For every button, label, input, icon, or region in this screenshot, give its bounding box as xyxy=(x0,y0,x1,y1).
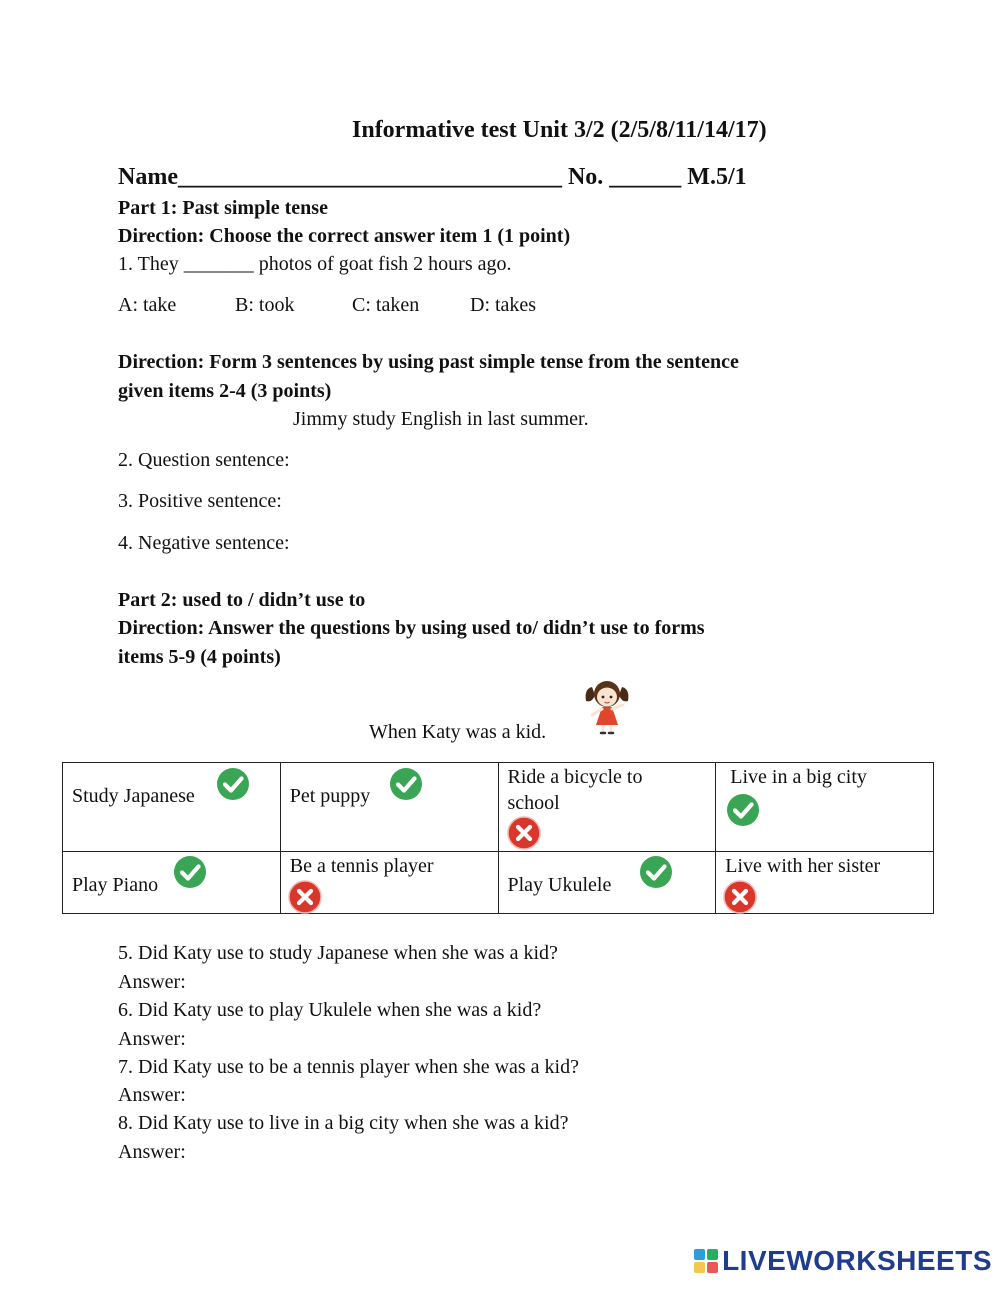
cell-play-ukulele xyxy=(498,852,716,914)
question-4-label: 4. Negative sentence: xyxy=(118,532,290,554)
question-2-label: 2. Question sentence: xyxy=(118,449,290,471)
option-c[interactable]: C: taken xyxy=(352,294,420,316)
part2-heading: Part 2: used to / didn’t use to xyxy=(118,589,366,611)
check-circle-icon xyxy=(216,767,250,801)
given-sentence: Jimmy study English in last summer. xyxy=(293,408,589,430)
option-d[interactable]: D: takes xyxy=(470,294,537,316)
cell-live-big-city xyxy=(716,763,934,852)
answer-5-label[interactable]: Answer: xyxy=(118,971,186,993)
cell-pet-puppy xyxy=(280,763,498,852)
liveworksheets-logo xyxy=(694,1245,992,1277)
question-1: 1. They _______ photos of goat fish 2 hours ago. xyxy=(118,253,512,275)
cell-ride-bicycle xyxy=(498,763,716,852)
cell-label: Be a tennis player xyxy=(289,855,434,877)
cell-label: Study Japanese xyxy=(72,785,195,807)
part1-direction-2-line2: given items 2-4 (3 points) xyxy=(118,380,332,402)
cell-study-japanese xyxy=(63,763,281,852)
table-caption: When Katy was a kid. xyxy=(369,721,547,743)
check-circle-icon xyxy=(639,855,673,889)
check-circle-icon xyxy=(726,793,760,827)
cell-play-piano xyxy=(63,852,281,914)
answer-7-label[interactable]: Answer: xyxy=(118,1084,186,1106)
cell-label: Play Piano xyxy=(72,874,159,896)
question-5: 5. Did Katy use to study Japanese when she was a kid? xyxy=(118,942,558,964)
question-7: 7. Did Katy use to be a tennis player when she was a kid? xyxy=(118,1056,579,1078)
question-6: 6. Did Katy use to play Ukulele when she was a kid? xyxy=(118,999,542,1021)
logo-text: LIVEWORKSHEETS xyxy=(722,1245,992,1276)
part1-direction-1: Direction: Choose the correct answer item 1 (1 point) xyxy=(118,225,571,247)
page-title: Informative test Unit 3/2 (2/5/8/11/14/17) xyxy=(352,117,767,143)
cell-live-with-sister xyxy=(716,852,934,914)
cell-label-line1: Ride a bicycle to xyxy=(507,766,643,788)
option-a[interactable]: A: take xyxy=(118,294,177,316)
cross-circle-icon xyxy=(507,816,541,850)
part1-heading: Part 1: Past simple tense xyxy=(118,197,328,219)
cross-circle-icon xyxy=(723,880,757,914)
cell-label: Live with her sister xyxy=(725,855,881,877)
table-row xyxy=(63,852,934,914)
question-1-options xyxy=(118,294,536,317)
answer-6-label[interactable]: Answer: xyxy=(118,1028,186,1050)
cell-label: Live in a big city xyxy=(730,766,867,788)
part1-direction-2-line1: Direction: Form 3 sentences by using past simple tense from the sentence xyxy=(118,351,739,373)
cell-label: Pet puppy xyxy=(289,785,371,807)
question-3-label: 3. Positive sentence: xyxy=(118,490,282,512)
option-b[interactable]: B: took xyxy=(235,294,295,316)
table-row xyxy=(63,763,934,852)
cell-label: Play Ukulele xyxy=(507,874,612,896)
activity-table xyxy=(62,762,934,914)
part2-direction-line1: Direction: Answer the questions by using used to/ didn’t use to forms xyxy=(118,617,705,639)
check-circle-icon xyxy=(173,855,207,889)
question-8: 8. Did Katy use to live in a big city when she was a kid? xyxy=(118,1112,569,1134)
answer-8-label[interactable]: Answer: xyxy=(118,1141,186,1163)
cross-circle-icon xyxy=(288,880,322,914)
part2-direction-line2: items 5-9 (4 points) xyxy=(118,646,281,668)
girl-icon xyxy=(580,675,634,737)
cell-label-line2: school xyxy=(507,792,560,814)
logo-blocks-icon xyxy=(694,1249,718,1273)
check-circle-icon xyxy=(389,767,423,801)
name-number-line: Name________________________________ No. ______ M.5/1 xyxy=(118,164,747,190)
cell-tennis-player xyxy=(280,852,498,914)
